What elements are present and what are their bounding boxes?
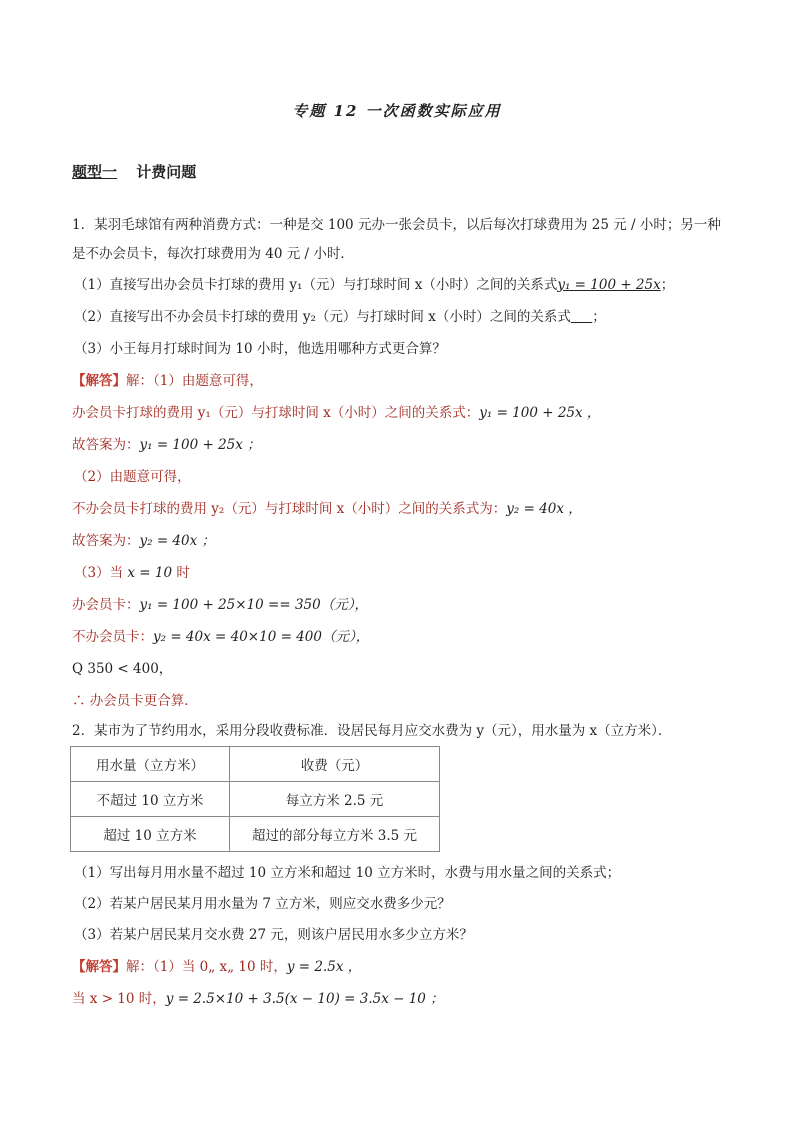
solution-3-member: 办会员卡：y₁ = 100 + 25×10 == 350（元），	[72, 597, 368, 613]
section-tag: 题型一	[72, 163, 118, 181]
solution-1-line: 办会员卡打球的费用 y₁（元）与打球时间 x（小时）之间的关系式：y₁ = 100 + 25x ，	[72, 405, 601, 421]
table-cell: 每立方米 2.5 元	[230, 782, 440, 817]
answer-tag: 【解答】	[72, 959, 126, 975]
table-header-cell: 收费（元）	[230, 747, 440, 782]
table-row	[71, 782, 440, 817]
solution-3-start: （3）当 x = 10 时	[74, 565, 190, 581]
problem-1-text-cont: 是不办会员卡，每次打球费用为 40 元 / 小时．	[72, 246, 354, 262]
section-heading	[72, 161, 196, 182]
solution-2-line: 不办会员卡打球的费用 y₂（元）与打球时间 x（小时）之间的关系式为：y₂ = 40x ，	[72, 501, 582, 517]
solution-2-1-start: 【解答】解：（1）当 0„ x„ 10 时，y = 2.5x ，	[72, 959, 362, 975]
problem-2-q2: （2）若某户居民某月用水量为 7 立方米，则应交水费多少元？	[74, 896, 451, 912]
solution-2-1-second: 当 x > 10 时，y = 2.5×10 + 3.5(x − 10) = 3.5x − 10 ；	[72, 991, 444, 1007]
problem-1-q3: （3）小王每月打球时间为 10 小时，他选用哪种方式更合算？	[74, 341, 446, 357]
table-cell: 超过 10 立方米	[71, 817, 230, 852]
q2-answer-blank	[571, 309, 592, 325]
answer-tag: 【解答】	[72, 373, 126, 389]
problem-1-q2: （2）直接写出不办会员卡打球的费用 y₂（元）与打球时间 x（小时）之间的关系式 ；	[74, 309, 606, 325]
q1-answer-blank: y₁ = 100 + 25x	[557, 277, 661, 293]
solution-1-start: 【解答】解：（1）由题意可得，	[72, 373, 263, 389]
table-row	[71, 817, 440, 852]
problem-2-q3: （3）若某户居民某月交水费 27 元，则该户居民用水多少立方米？	[74, 927, 473, 943]
table-header-cell: 用水量（立方米）	[71, 747, 230, 782]
solution-3-nonmember: 不办会员卡：y₂ = 40x = 40×10 = 400（元），	[72, 629, 370, 645]
solution-1-answer: 故答案为：y₁ = 100 + 25x ；	[72, 437, 261, 453]
problem-1-q1: （1）直接写出办会员卡打球的费用 y₁（元）与打球时间 x（小时）之间的关系式y₁ = 100 + 25x；	[74, 277, 675, 293]
solution-3-conclusion: ∴ 办会员卡更合算．	[72, 693, 198, 709]
water-fee-table	[70, 746, 440, 852]
solution-3-compare: Q 350 < 400，	[72, 661, 173, 677]
solution-2-answer: 故答案为：y₂ = 40x ；	[72, 533, 216, 549]
problem-2-q1: （1）写出每月用水量不超过 10 立方米和超过 10 立方米时，水费与用水量之间的关系式；	[74, 865, 621, 881]
solution-2-start: （2）由题意可得，	[74, 469, 191, 485]
problem-2-text: 2．某市为了节约用水，采用分段收费标准．设居民每月应交水费为 y（元），用水量为 x（立方米）．	[72, 723, 672, 739]
table-cell: 超过的部分每立方米 3.5 元	[230, 817, 440, 852]
table-cell: 不超过 10 立方米	[71, 782, 230, 817]
table-header-row	[71, 747, 440, 782]
page-title: 专题 12 一次函数实际应用	[292, 102, 502, 120]
problem-1-text: 1．某羽毛球馆有两种消费方式：一种是交 100 元办一张会员卡，以后每次打球费用为 25 元 / 小时；另一种	[72, 217, 721, 233]
section-label: 计费问题	[136, 163, 197, 181]
